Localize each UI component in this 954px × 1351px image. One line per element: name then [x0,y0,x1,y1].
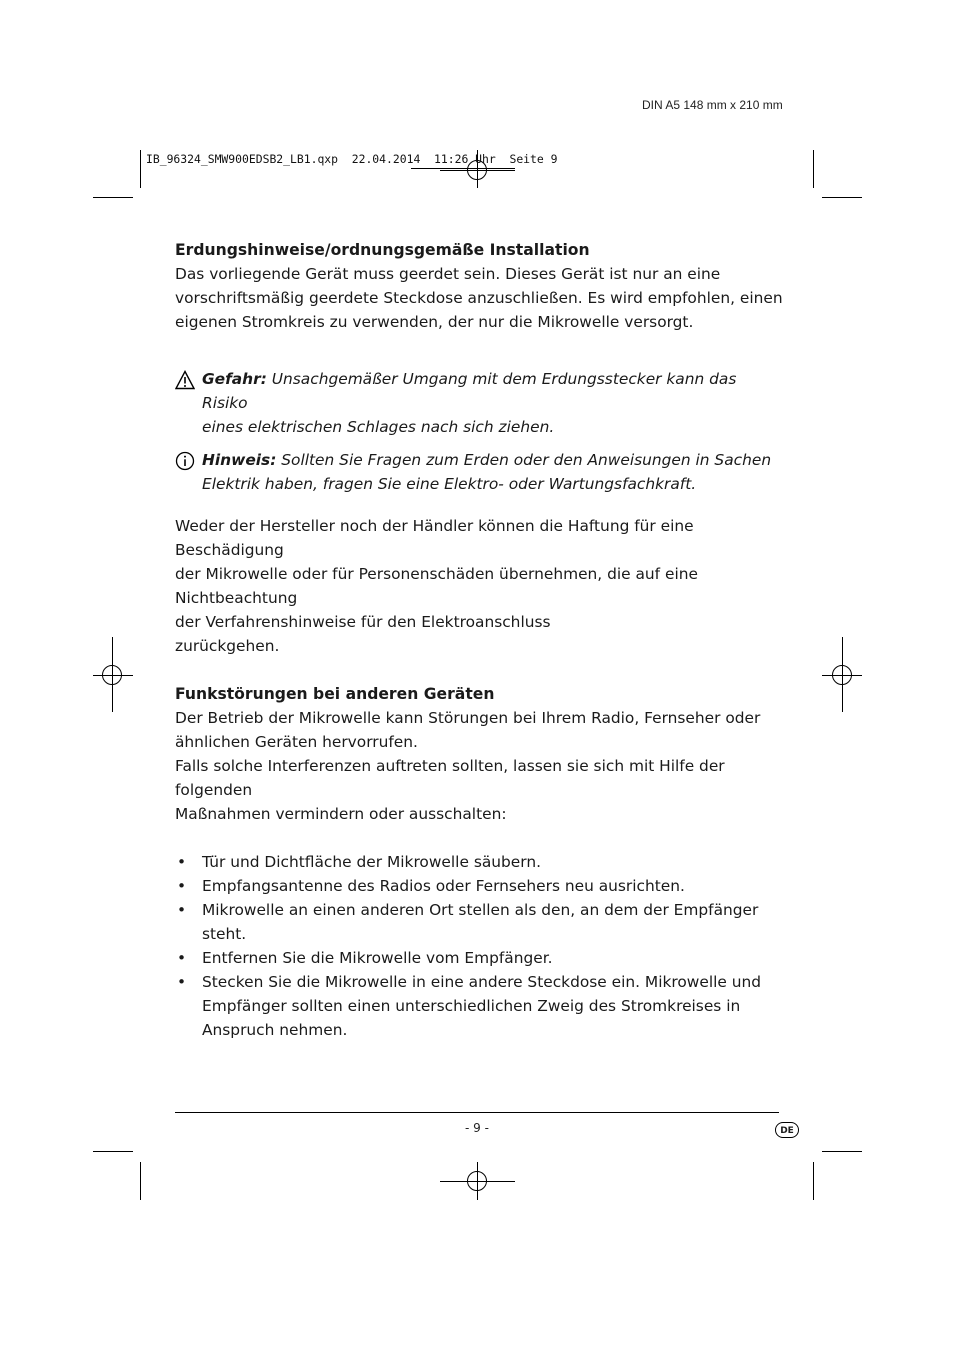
hint-line-1 [202,448,785,472]
reg-mark-bottom-circle-icon [467,1171,487,1191]
list-item-line: Anspruch nehmen. [202,1021,348,1039]
reg-mark-right-circle-icon [832,665,852,685]
hint-text: Sollten Sie Fragen zum Erden oder den Anweisungen in Sachen [281,451,772,469]
danger-label: Gefahr: [202,370,267,388]
interference-text-line: Falls solche Interferenzen auftreten sollten, lassen sie sich mit Hilfe der folgenden [175,757,725,799]
page-body [175,238,785,1042]
danger-note [175,367,785,439]
hint-label: Hinweis: [202,451,277,469]
crop-mark-top-left-v [140,150,141,188]
crop-mark-bottom-right-h [822,1151,862,1152]
language-badge: DE [775,1122,799,1138]
hint-note [175,448,785,496]
crop-mark-bottom-left-h [93,1151,133,1152]
reg-mark-left-circle-icon [102,665,122,685]
crop-mark-bottom-left-v [140,1162,141,1200]
list-item-line: • Mikrowelle an einen anderen Ort stellen als den, an dem der Empfänger [202,901,759,919]
list-item-line: • Tür und Dichtfläche der Mikrowelle säubern. [202,853,541,871]
section-heading-interference: Funkstörungen bei anderen Geräten [175,685,495,703]
liability-text-line: zurückgehen. [175,637,280,655]
list-item-line: steht. [202,925,247,943]
file-slug: IB_96324_SMW900EDSB2_LB1.qxp 22.04.2014 11:26 Uhr Seite 9 [146,152,558,166]
interference-text-line: ähnlichen Geräten hervorrufen. [175,733,418,751]
list-item [175,970,785,1042]
list-item [175,874,785,898]
crop-mark-bottom-right-v [813,1162,814,1200]
danger-line-1 [202,367,785,415]
list-item-line: • Empfangsantenne des Radios oder Fernsehers neu ausrichten. [202,877,685,895]
interference-text-line: Der Betrieb der Mikrowelle kann Störungen bei Ihrem Radio, Fernseher oder [175,709,761,727]
section-heading-grounding: Erdungshinweise/ordnungsgemäße Installation [175,241,590,259]
liability-text-line: Weder der Hersteller noch der Händler können die Haftung für eine Beschädigung [175,517,694,559]
grounding-text-line: Das vorliegende Gerät muss geerdet sein. Dieses Gerät ist nur an eine [175,265,721,283]
liability-text-line: der Mikrowelle oder für Personenschäden übernehmen, die auf eine Nichtbeachtung [175,565,698,607]
footer-rule [175,1112,779,1113]
warning-triangle-icon [175,370,195,390]
format-label: DIN A5 148 mm x 210 mm [642,98,783,112]
list-item-line: • Stecken Sie die Mikrowelle in eine andere Steckdose ein. Mikrowelle und [202,973,762,991]
grounding-text-line: eigenen Stromkreis zu verwenden, der nur die Mikrowelle versorgt. [175,313,694,331]
liability-text-line: der Verfahrenshinweise für den Elektroanschluss [175,613,551,631]
list-item-line: Empfänger sollten einen unterschiedlichen Zweig des Stromkreises in [202,997,741,1015]
page-number: - 9 - [465,1121,489,1135]
crop-mark-top-right-h [822,197,862,198]
list-item-line: • Entfernen Sie die Mikrowelle vom Empfänger. [202,949,553,967]
interference-text-line: Maßnahmen vermindern oder ausschalten: [175,805,507,823]
danger-text: Unsachgemäßer Umgang mit dem Erdungsstecker kann das Risiko [202,370,737,412]
crop-mark-top-left-h [93,197,133,198]
grounding-text-line: vorschriftsmäßig geerdete Steckdose anzuschließen. Es wird empfohlen, einen [175,289,783,307]
measures-list [175,850,785,1042]
list-item [175,850,785,874]
crop-mark-top-right-v [813,150,814,188]
hint-line-2: Elektrik haben, fragen Sie eine Elektro- oder Wartungsfachkraft. [202,475,697,493]
info-icon [175,451,195,471]
list-item [175,946,785,970]
list-item [175,898,785,946]
slug-underline [411,168,515,169]
danger-line-2: eines elektrischen Schlages nach sich ziehen. [202,418,555,436]
